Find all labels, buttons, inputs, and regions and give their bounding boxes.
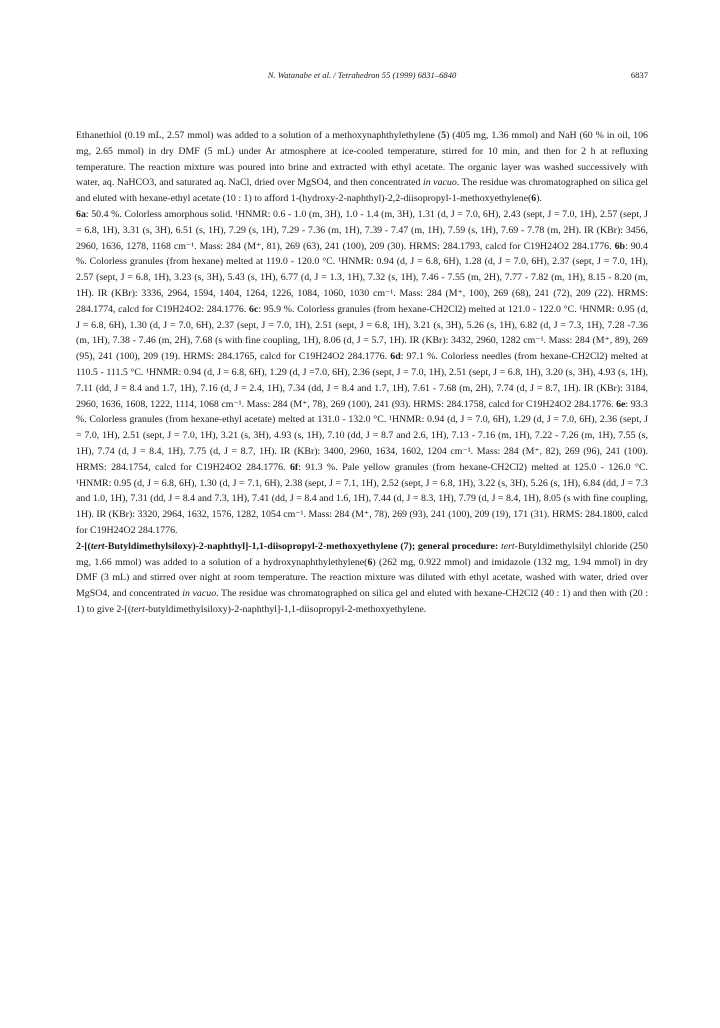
compound-label: 6b	[614, 240, 625, 252]
text-run: ) (262 mg, 0.922 mmol) and imidazole (132 mg, 1.94 mmol) in dry DMF (3 mL) and stirred over night at room temperature. The reaction mixture was diluted with ethyl acetate, washed with water, dried over MgSO4, and concentrated	[76, 556, 648, 600]
compound-data: : 91.3 %. Pale yellow granules (from hexane-CH2Cl2) melted at 125.0 - 126.0 °C. ¹HNMR: 0.95 (d, J = 6.8, 6H), 1.30 (d, J = 7.1, 6H), 2.38 (sept, J = 7.1, 1H), 2.52 (sept, J = 6.8, 1H), 3.22 (s, 3H), 5.26 (s, 1H), 6.84 (dd, J = 7.3 and 1.0, 1H), 7.31 (dd, J = 8.4 and 7.3, 1H), 7.41 (dd, J = 8.4 and 1.6, 1H), 7.44 (d, J = 8.3, 1H), 7.79 (d, J = 8.4, 1H), 8.05 (s with fine coupling, 1H). IR (KBr): 3320, 2964, 1632, 1576, 1282, 1054 cm⁻¹. Mass: 284 (M⁺, 78), 269 (93), 241 (100), 209 (19), 171 (31). HRMS: 284.1800, calcd for C19H24O2 284.1776.	[76, 461, 648, 536]
text-run: ) (405 mg, 1.36 mmol) and NaH (60 % in oil, 106 mg, 2.65 mmol) in dry DMF (5 mL) under Ar atmosphere at ice-cooled temperature, stirred for 10 min, and then for 2 h at refluxing temperature. The reaction mixture was poured into brine and extracted with ethyl acetate. The organic layer was washed successively with water, aq. NaHCO3, and saturated aq. NaCl, dried over MgSO4, and then concentrated	[76, 130, 648, 189]
text-run: -Butyldimethylsilyl chloride (250 mg, 1.66 mmol) was added to a solution of a hydroxynaphthylethylene(	[76, 540, 648, 568]
text-run: -butyldimethylsiloxy)-2-naphthyl]-1,1-diisopropyl-2-methoxyethylene.	[144, 603, 427, 615]
italic-text: tert	[131, 603, 145, 615]
procedure-paragraph-6	[76, 128, 648, 207]
page-header	[76, 70, 648, 84]
compound-label: 6f	[289, 461, 299, 473]
compound-ref: 5	[441, 130, 447, 141]
article-body	[76, 128, 648, 618]
characterization-paragraph	[76, 207, 648, 539]
page-number: 6837	[630, 70, 648, 80]
text-run: Ethanethiol (0.19 mL, 2.57 mmol) was added to a solution of a methoxynaphthylethylene (	[76, 130, 442, 141]
compound-label: 6e	[616, 398, 626, 410]
compound-label: 6a	[76, 208, 86, 220]
text-run: . The residue was chromatographed on silica gel and eluted with hexane-ethyl acetate (10 : 1) to afford 1-(hydroxy-2-naphthyl)-2,2-diisopropyl-1-methoxyethylene(	[76, 177, 648, 205]
text-run: . The residue was chromatographed on silica gel and eluted with hexane-CH2Cl2 (40 : 1) and then with (20 : 1) to give 2-[(	[76, 588, 648, 615]
compound-data: : 93.3 %. Colorless granules (from hexane-ethyl acetate) melted at 131.0 - 132.0 °C. ¹HNMR: 0.94 (d, J = 7.0, 6H), 1.29 (d, J = 7.0, 6H), 2.36 (sept, J = 7.0, 1H), 2.51 (sept, J = 7.0, 1H), 3.21 (s, 3H), 4.93 (s, 1H), 7.10 (dd, J = 8.7 and 2.6, 1H), 7.13 - 7.16 (m, 1H), 7.22 - 7.26 (m, 1H), 7.55 (s, 1H), 7.74 (d, J = 8.4, 1H), 7.75 (d, J = 8.7, 1H). IR (KBr): 3400, 2960, 1634, 1602, 1204 cm⁻¹. Mass: 284 (M⁺, 82), 269 (96), 241 (100). HRMS: 284.1754, calcd for C19H24O2 284.1776.	[76, 398, 648, 473]
italic-text: tert	[90, 540, 105, 552]
italic-text: in vacuo	[422, 177, 457, 189]
compound-label: 6d	[390, 351, 401, 363]
compound-data: : 50.4 %. Colorless amorphous solid. ¹HNMR: 0.6 - 1.0 (m, 3H), 1.0 - 1.4 (m, 3H), 1.31 (d, J = 7.0, 6H), 2.43 (sept, J = 7.0, 1H), 2.57 (sept, J = 6.8, 1H), 3.31 (s, 3H), 6.51 (s, 1H), 7.29 (s, 1H), 7.29 - 7.36 (m, 1H), 7.39 - 7.47 (m, 1H), 7.59 (s, 1H), 7.69 - 7.78 (m, 2H). IR (KBr): 3456, 2960, 1636, 1278, 1168 cm⁻¹. Mass: 284 (M⁺, 81), 269 (63), 241 (100), 209 (30). HRMS: 284.1793, calcd for C19H24O2 284.1776.	[76, 208, 648, 252]
text-run: ).	[536, 193, 542, 205]
compound-data: : 97.1 %. Colorless needles (from hexane-CH2Cl2) melted at 110.5 - 111.5 °C. ¹HNMR: 0.94 (d, J = 6.8, 6H), 1.29 (d, J =7.0, 6H), 2.36 (sept, J = 7.0, 1H), 2.51 (sept, J = 6.8, 1H), 3.20 (s, 3H), 4.93 (s, 1H), 7.11 (dd, J = 8.4 and 1.7, 1H), 7.16 (d, J = 2.4, 1H), 7.34 (dd, J = 8.4 and 1.7, 1H), 7.61 - 7.68 (m, 2H), 7.74 (d, J = 8.7, 1H). IR (KBr): 3184, 2960, 1636, 1608, 1222, 1114, 1068 cm⁻¹. Mass: 284 (M⁺, 78), 269 (100), 241 (93). HRMS: 284.1758, calcd for C19H24O2 284.1776.	[76, 351, 648, 410]
compound-data: : 90.4 %. Colorless granules (from hexane) melted at 119.0 - 120.0 °C. ¹HNMR: 0.94 (d, J = 6.8, 6H), 1.28 (d, J = 7.0, 6H), 2.37 (sept, J = 7.0, 1H), 2.57 (sept, J = 6.8, 1H), 3.23 (s, 3H), 5.43 (s, 1H), 6.77 (d, J = 1.3, 1H), 7.32 (s, 1H), 7.46 - 7.55 (m, 2H), 7.77 - 7.82 (m, 1H), 8.15 - 8.20 (m, 1H). IR (KBr): 3336, 2964, 1594, 1404, 1264, 1226, 1084, 1060, 1030 cm⁻¹. Mass: 284 (M⁺, 100), 269 (68), 241 (72), 209 (22). HRMS: 284.1774, calcd for C19H24O2: 284.1776.	[76, 240, 648, 315]
text-run: 2-[(	[76, 540, 91, 552]
italic-text: in vacuo	[182, 588, 217, 600]
text-run: -Butyldimethylsiloxy)-2-naphthyl]-1,1-diisopropyl-2-methoxyethylene (7); general procedure:	[104, 540, 499, 552]
italic-text: tert	[500, 540, 515, 552]
compound-label: 6c	[249, 303, 259, 315]
compound-ref: 6	[367, 556, 373, 568]
procedure-paragraph-7	[76, 539, 648, 618]
compound-data: : 95.9 %. Colorless granules (from hexane-CH2Cl2) melted at 121.0 - 122.0 °C. ¹HNMR: 0.95 (d, J = 6.8, 6H), 1.30 (d, J = 7.0, 6H), 2.37 (sept, J = 7.0, 1H), 2.51 (sept, J = 6.8, 1H), 3.21 (s, 3H), 5.26 (s, 1H), 6.82 (d, J = 7.3, 1H), 7.28 -7.36 (m, 1H), 7.38 - 7.46 (m, 2H), 7.68 (s with fine coupling, 1H), 8.06 (d, J = 5.7, 1H). IR (KBr): 3432, 2960, 1282 cm⁻¹. Mass: 284 (M⁺, 89), 269 (95), 241 (100), 209 (19). HRMS: 284.1765, calcd for C19H24O2 284.1776.	[76, 303, 649, 363]
section-heading	[76, 541, 498, 552]
running-head: N. Watanabe et al. / Tetrahedron 55 (1999) 6831–6840	[267, 70, 457, 80]
compound-ref: 6	[531, 193, 537, 205]
